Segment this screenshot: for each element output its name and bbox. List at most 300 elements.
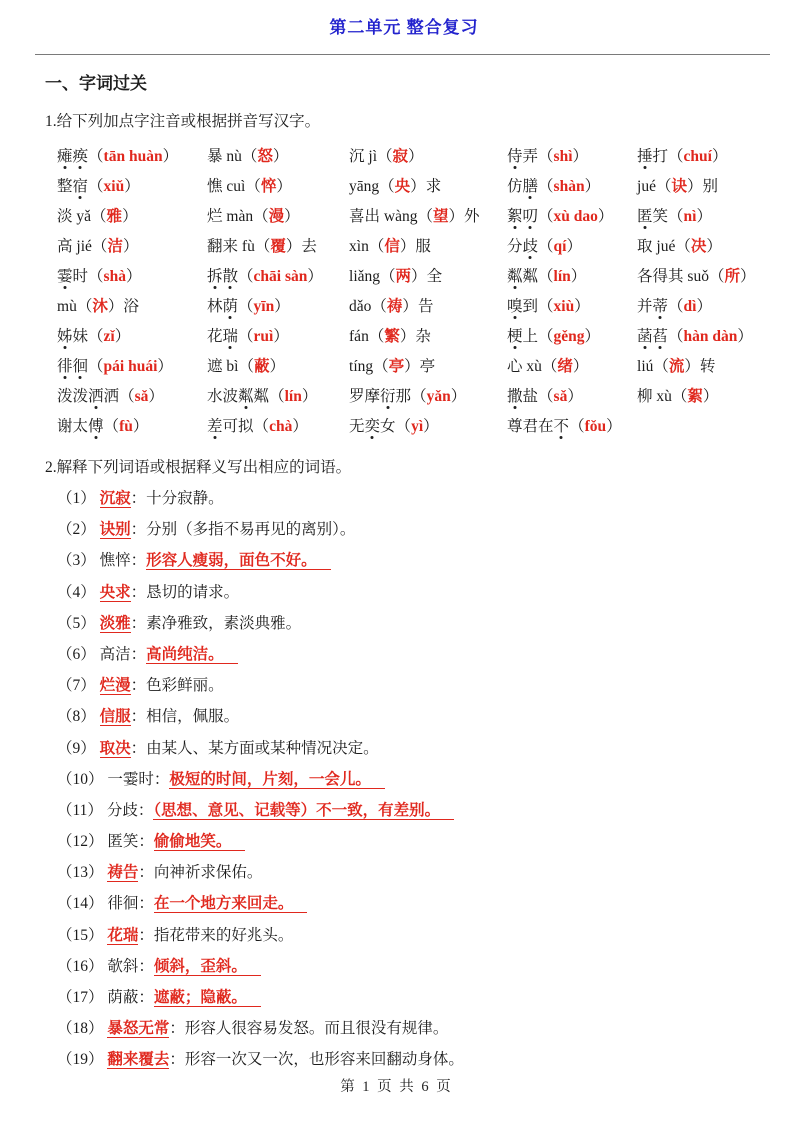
definition-text: 色彩鲜丽。: [146, 677, 224, 695]
plain-char: à: [238, 208, 246, 225]
definition-text: 偷偷地笑。: [154, 833, 246, 851]
answer-text: pái huái: [103, 358, 158, 375]
pinyin-item: xìn（信）服: [349, 238, 431, 255]
plain-char: n: [361, 238, 369, 255]
plain-char: ì: [372, 148, 378, 165]
term-text: 荫蔽: [107, 989, 139, 1006]
page-title: 第二单元 整合复习: [329, 18, 479, 37]
plain-char: n: [357, 358, 366, 375]
answer-text: 怒: [257, 148, 273, 165]
definition-item: （12） 匿笑：偷偷地笑。: [57, 826, 763, 857]
plain-char: 君: [522, 418, 539, 435]
answer-text: 寂: [392, 148, 409, 165]
plain-char: 到: [522, 298, 539, 315]
term-text: 取决: [99, 739, 131, 757]
item-number: （10）: [57, 770, 108, 788]
definition-text: 高尚纯洁。: [146, 646, 238, 664]
section2-instruction: 2.解释下列词语或根据释义写出相应的词语。: [45, 459, 352, 476]
definition-list: [57, 483, 763, 1076]
answer-text: 两: [395, 268, 412, 285]
plain-char: u: [233, 178, 242, 195]
section1-heading: 一、字词过关: [45, 74, 147, 93]
plain-char: w: [383, 208, 396, 225]
term-text: 烂漫: [99, 677, 131, 695]
answer-text: 覆: [270, 238, 286, 255]
dotted-char: 衍: [380, 384, 396, 406]
plain-char: ù: [534, 358, 542, 375]
pinyin-item: 姊妹（zǐ）: [57, 324, 207, 346]
definition-text: 形容人很容易发怒。而且很没有规律。: [184, 1020, 449, 1038]
pinyin-item: 翻来 fù（覆）去: [207, 238, 317, 255]
plain-char: n: [226, 148, 235, 165]
answer-text: gěng: [553, 328, 585, 345]
definition-text: 恳切的请求。: [146, 583, 240, 601]
pinyin-row: [57, 260, 763, 290]
definition-item: （4） 央求：恳切的请求。: [57, 583, 240, 601]
item-number: （2）: [57, 521, 100, 539]
plain-char: x: [349, 238, 357, 255]
definition-text: 遮蔽；隐蔽。: [154, 989, 261, 1007]
plain-char: 那: [395, 388, 412, 405]
answer-text: shàn: [553, 178, 585, 195]
plain-char: 并: [637, 298, 653, 315]
answer-text: shà: [103, 268, 126, 285]
pinyin-grid: [57, 140, 763, 440]
plain-char: u: [693, 268, 702, 285]
item-number: （11）: [57, 801, 107, 819]
plain-char: é: [649, 178, 656, 195]
plain-char: 波: [222, 388, 239, 405]
definition-text: 素净雅致，素淡典雅。: [146, 614, 302, 632]
definition-item: （2） 诀别：分别（多指不易再见的离别）。: [57, 521, 356, 539]
plain-char: 谢: [57, 418, 73, 435]
plain-char: g: [409, 208, 418, 225]
page-footer: 第 1 页 共 6 页: [340, 1079, 453, 1095]
pinyin-item: 分歧（qí）: [507, 234, 637, 256]
plain-char: 高: [57, 238, 73, 255]
answer-text: 望: [433, 208, 449, 225]
term-text: 分歧: [106, 801, 138, 819]
pinyin-row: [57, 140, 763, 170]
pinyin-item: 暴 nù（怒）: [207, 148, 289, 165]
answer-text: 雅: [106, 208, 123, 225]
pinyin-item: yāng（央）求: [349, 178, 442, 195]
pinyin-row: [57, 170, 763, 200]
definition-text: 形容人瘦弱，面色不好。: [146, 552, 331, 570]
pinyin-item: 瘫痪（tān huàn）: [57, 144, 207, 166]
dotted-char: 膳: [523, 174, 539, 196]
plain-char: d: [349, 298, 357, 315]
pinyin-item: 谢太傅（fù）: [57, 414, 207, 436]
plain-char: 时: [72, 268, 89, 285]
plain-char: í: [353, 358, 358, 375]
dotted-char: 徘: [57, 354, 73, 376]
term-text: 央求: [99, 583, 131, 601]
plain-char: 来: [222, 238, 239, 255]
pinyin-item: 无奕女（yì）: [349, 414, 507, 436]
definition-item: （11） 分歧：（思想、意见、记载等）不一致，有差别。: [57, 795, 763, 826]
definition-item: （10） 一霎时：极短的时间，片刻，一会儿。: [57, 764, 763, 795]
answer-text: sǎ: [134, 388, 149, 405]
pinyin-item: 侍弄（shì）: [507, 144, 637, 166]
dotted-char: 菡: [637, 324, 653, 346]
pinyin-item: 沉 jì（寂）: [349, 148, 424, 165]
item-number: （18）: [57, 1020, 108, 1038]
answer-text: hàn dàn: [683, 328, 738, 345]
dotted-char: 拆: [207, 264, 223, 286]
definition-item: （17） 荫蔽：遮蔽；隐蔽。: [57, 982, 763, 1013]
plain-char: u: [641, 178, 650, 195]
term-text: 匿笑: [107, 833, 139, 851]
plain-char: f: [349, 328, 355, 345]
dotted-char: 粼: [507, 264, 523, 286]
plain-char: g: [365, 358, 374, 375]
answer-text: 诀: [671, 178, 687, 195]
plain-char: 其: [668, 268, 684, 285]
definition-item: （1） 沉寂：十分寂静。: [57, 490, 224, 507]
title-divider: [35, 54, 770, 55]
term-text: 一霎时: [107, 770, 154, 788]
plain-char: t: [349, 358, 354, 375]
answer-text: nì: [683, 208, 697, 225]
pinyin-item: 柳 xù（絮）: [637, 388, 719, 405]
plain-char: 出: [364, 208, 381, 225]
plain-char: ǒ: [701, 268, 709, 285]
plain-char: n: [363, 178, 372, 195]
pinyin-item: 徘徊（pái huái）: [57, 354, 207, 376]
definition-text: （思想、意见、记载等）不一致，有差别。: [153, 802, 454, 820]
dotted-char: 叨: [523, 204, 539, 226]
pinyin-item: 林荫（yīn）: [207, 294, 349, 316]
plain-char: 烂: [207, 208, 223, 225]
pinyin-row: [57, 200, 763, 230]
pinyin-item: 撒盐（sǎ）: [507, 384, 637, 406]
plain-char: 柳: [637, 388, 653, 405]
plain-char: ú: [645, 358, 654, 375]
plain-char: 弄: [522, 148, 539, 165]
plain-char: c: [226, 178, 234, 195]
pinyin-item: 烂 màn（漫）: [207, 208, 300, 225]
plain-char: 尊: [507, 418, 523, 435]
pinyin-item: mù（沐）浴: [57, 298, 139, 315]
item-number: （3）: [57, 552, 100, 570]
definition-text: 分别（多指不易再见的离别）。: [146, 521, 356, 539]
pinyin-row: [57, 380, 763, 410]
plain-char: ǎ: [357, 268, 365, 285]
dotted-char: 荫: [223, 294, 239, 316]
plain-char: 洒: [103, 388, 120, 405]
answer-text: 漫: [268, 208, 285, 225]
dotted-char: 蒂: [653, 294, 669, 316]
dotted-char: 洒: [88, 384, 104, 406]
plain-char: ù: [664, 388, 672, 405]
plain-char: n: [402, 208, 410, 225]
definition-text: 指花带来的好兆头。: [153, 926, 294, 944]
plain-char: l: [349, 268, 354, 285]
plain-char: 粼: [253, 388, 270, 405]
plain-char: 暴: [207, 148, 223, 165]
answer-text: yǎn: [426, 388, 451, 405]
term-text: 翻来覆去: [107, 1051, 170, 1069]
plain-char: ā: [356, 178, 364, 195]
definition-item: （18） 暴怒无常：形容人很容易发怒。而且很没有规律。: [57, 1020, 449, 1038]
pinyin-item: 菡萏（hàn dàn）: [637, 324, 763, 346]
answer-text: chāi sàn: [253, 268, 308, 285]
answer-text: zǐ: [103, 328, 115, 345]
answer-text: qí: [553, 238, 567, 255]
pinyin-row: [57, 320, 763, 350]
pinyin-item: 喜出 wàng（望）外: [349, 208, 480, 225]
answer-text: fù: [119, 418, 133, 435]
term-text: 欹斜: [107, 957, 139, 975]
dotted-char: 徊: [73, 354, 89, 376]
definition-item: （9） 取决：由某人、某方面或某种情况决定。: [57, 739, 379, 757]
term-text: 憔悴: [99, 552, 131, 570]
item-number: （5）: [57, 614, 100, 632]
item-number: （17）: [57, 989, 108, 1006]
pinyin-item: 并蒂（dì）: [637, 294, 763, 316]
plain-char: i: [353, 268, 358, 285]
plain-char: 整: [57, 178, 73, 195]
pinyin-item: 罗摩衍那（yǎn）: [349, 384, 507, 406]
dotted-char: 歧: [523, 234, 539, 256]
dotted-char: 姊: [57, 324, 73, 346]
definition-text: 形容一次又一次，也形容来回翻动身体。: [184, 1051, 464, 1069]
pinyin-item: 粼粼（lín）: [507, 264, 637, 286]
pinyin-item: 尊君在不（fǒu）: [507, 414, 637, 436]
answer-text: 亭: [388, 358, 405, 375]
answer-text: yì: [411, 418, 424, 435]
plain-char: 仿: [507, 178, 523, 195]
dotted-char: 絮: [507, 204, 523, 226]
definition-item: （16） 欹斜：倾斜，歪斜。: [57, 951, 763, 982]
plain-char: f: [241, 238, 248, 255]
item-number: （19）: [57, 1051, 108, 1069]
term-text: 祷告: [107, 864, 139, 882]
plain-char: n: [245, 208, 254, 225]
section1-instruction: 1.给下列加点字注音或根据拼音写汉字。: [45, 113, 321, 130]
plain-char: 笑: [652, 208, 669, 225]
plain-char: 遮: [207, 358, 223, 375]
answer-text: dì: [683, 298, 697, 315]
plain-char: 水: [207, 388, 223, 405]
dotted-char: 瘫: [57, 144, 73, 166]
item-number: （12）: [57, 833, 108, 851]
pinyin-item: dǎo（祷）告: [349, 298, 434, 315]
plain-char: u: [660, 238, 669, 255]
pinyin-row: [57, 350, 763, 380]
plain-char: 妹: [72, 328, 89, 345]
pinyin-item: 霎时（shà）: [57, 264, 207, 286]
plain-char: ǎ: [356, 298, 364, 315]
pinyin-row: [57, 290, 763, 320]
pinyin-item: 捶打（chuí）: [637, 144, 763, 166]
pinyin-item: tíng（亭）亭: [349, 358, 436, 375]
answer-text: xiù: [553, 298, 575, 315]
item-number: （7）: [57, 677, 100, 695]
plain-char: m: [57, 298, 70, 315]
definition-text: 向神祈求保佑。: [153, 864, 263, 882]
plain-char: 女: [380, 418, 396, 435]
answer-text: 悴: [260, 178, 277, 195]
answer-text: lín: [553, 268, 571, 285]
definition-text: 倾斜，歪斜。: [154, 958, 261, 976]
definition-item: （15） 花瑞：指花带来的好兆头。: [57, 926, 294, 944]
item-number: （1）: [57, 490, 100, 507]
plain-char: x: [526, 358, 535, 375]
item-number: （8）: [57, 708, 100, 726]
definition-item: （5） 淡雅：素净雅致，素淡典雅。: [57, 614, 302, 632]
answer-text: 所: [724, 268, 740, 285]
term-text: 诀别: [99, 521, 131, 539]
answer-text: ruì: [253, 328, 274, 345]
pinyin-item: 仿膳（shàn）: [507, 174, 637, 196]
dotted-char: 捶: [637, 144, 653, 166]
dotted-char: 粼: [238, 384, 254, 406]
pinyin-item: 梗上（gěng）: [507, 324, 637, 346]
term-text: 高洁: [99, 645, 131, 663]
pinyin-item: 心 xù（绪）: [507, 358, 589, 375]
plain-char: 打: [652, 148, 669, 165]
answer-text: shì: [553, 148, 573, 165]
pinyin-item: 水波粼粼（lín）: [207, 384, 349, 406]
pinyin-row: [57, 410, 763, 440]
answer-text: 蔽: [253, 358, 270, 375]
pinyin-item: 絮叨（xù dao）: [507, 204, 637, 226]
plain-char: ù: [247, 238, 255, 255]
plain-char: 心: [507, 358, 523, 375]
plain-char: 泼: [57, 388, 73, 405]
plain-char: 花: [207, 328, 223, 345]
pinyin-item: 泼泼洒洒（sǎ）: [57, 384, 207, 406]
plain-char: 拟: [238, 418, 254, 435]
plain-char: 得: [652, 268, 669, 285]
dotted-char: 梗: [507, 324, 523, 346]
definition-item: （14） 徘徊：在一个地方来回走。: [57, 888, 763, 919]
plain-char: n: [364, 268, 373, 285]
plain-char: s: [687, 268, 694, 285]
plain-char: 林: [207, 298, 223, 315]
definition-item: （6） 高洁：高尚纯洁。: [57, 639, 763, 670]
pinyin-item: 拆散（chāi sàn）: [207, 264, 349, 286]
pinyin-item: 花瑞（ruì）: [207, 324, 349, 346]
plain-char: ì: [234, 358, 239, 375]
plain-char: 无: [349, 418, 365, 435]
plain-char: 翻: [207, 238, 223, 255]
definition-item: （7） 烂漫：色彩鲜丽。: [57, 677, 224, 695]
definition-item: （19） 翻来覆去：形容一次又一次，也形容来回翻动身体。: [57, 1051, 464, 1069]
pinyin-item: 匿笑（nì）: [637, 204, 763, 226]
dotted-char: 撒: [507, 384, 523, 406]
answer-text: 央: [394, 178, 411, 195]
definition-text: 十分寂静。: [146, 490, 224, 507]
plain-char: l: [637, 358, 642, 375]
answer-text: tān huàn: [103, 148, 163, 165]
term-text: 沉寂: [99, 490, 131, 507]
definition-text: 极短的时间，片刻，一会儿。: [169, 771, 385, 789]
plain-char: 太: [72, 418, 89, 435]
pinyin-row: [57, 230, 763, 260]
plain-char: é: [668, 238, 676, 255]
dotted-char: 霎: [57, 264, 73, 286]
dotted-char: 不: [554, 414, 570, 436]
answer-text: 信: [384, 238, 400, 255]
plain-char: 分: [507, 238, 523, 255]
dotted-char: 嗅: [507, 294, 523, 316]
pinyin-item: fán（繁）杂: [349, 328, 431, 345]
plain-char: i: [641, 358, 646, 375]
plain-char: 淡: [57, 208, 73, 225]
plain-char: g: [372, 268, 381, 285]
plain-char: ì: [241, 178, 246, 195]
plain-char: 罗: [349, 388, 365, 405]
pinyin-item: 遮 bì（蔽）: [207, 358, 285, 375]
dotted-char: 痪: [73, 144, 89, 166]
definition-text: 在一个地方来回走。: [154, 895, 308, 913]
answer-text: 絮: [687, 388, 703, 405]
plain-char: 可: [222, 418, 239, 435]
plain-char: j: [656, 238, 661, 255]
pinyin-item: 高 jié（洁）: [57, 238, 139, 255]
definition-item: （8） 信服：相信，佩服。: [57, 708, 240, 726]
item-number: （16）: [57, 957, 108, 975]
definition-text: 相信，佩服。: [146, 708, 240, 726]
item-number: （6）: [57, 645, 100, 663]
plain-char: j: [76, 238, 81, 255]
dotted-char: 匿: [637, 204, 653, 226]
definition-text: 由某人、某方面或某种情况决定。: [146, 739, 379, 757]
plain-char: á: [354, 328, 362, 345]
plain-char: ǎ: [84, 208, 92, 225]
plain-char: b: [226, 358, 235, 375]
answer-text: chuí: [683, 148, 712, 165]
pinyin-item: jué（诀）别: [637, 178, 719, 195]
item-number: （13）: [57, 864, 108, 882]
answer-text: 洁: [107, 238, 123, 255]
plain-char: 在: [538, 418, 554, 435]
pinyin-item: 淡 yǎ（雅）: [57, 208, 138, 225]
pinyin-item: liú（流）转: [637, 358, 716, 375]
dotted-char: 傅: [88, 414, 104, 436]
item-number: （9）: [57, 739, 100, 757]
plain-char: 上: [522, 328, 539, 345]
plain-char: x: [656, 388, 665, 405]
dotted-char: 散: [223, 264, 239, 286]
term-text: 暴怒无常: [107, 1020, 170, 1038]
plain-char: g: [371, 178, 380, 195]
plain-char: 各: [637, 268, 653, 285]
plain-char: 取: [637, 238, 653, 255]
dotted-char: 瑞: [223, 324, 239, 346]
answer-text: 沐: [92, 298, 108, 315]
plain-char: 粼: [522, 268, 539, 285]
plain-char: j: [637, 178, 642, 195]
pinyin-item: liǎng（两）全: [349, 268, 443, 285]
answer-text: sǎ: [553, 388, 568, 405]
plain-char: 沉: [349, 148, 365, 165]
plain-char: j: [368, 148, 373, 165]
answer-text: 繁: [384, 328, 400, 345]
dotted-char: 宿: [73, 174, 89, 196]
plain-char: i: [80, 238, 86, 255]
dotted-char: 差: [207, 414, 223, 436]
plain-char: 喜: [349, 208, 365, 225]
answer-text: 流: [668, 358, 685, 375]
answer-text: 绪: [557, 358, 573, 375]
pinyin-item: 憔 cuì（悴）: [207, 178, 292, 195]
item-number: （4）: [57, 583, 100, 601]
plain-char: 泼: [72, 388, 89, 405]
